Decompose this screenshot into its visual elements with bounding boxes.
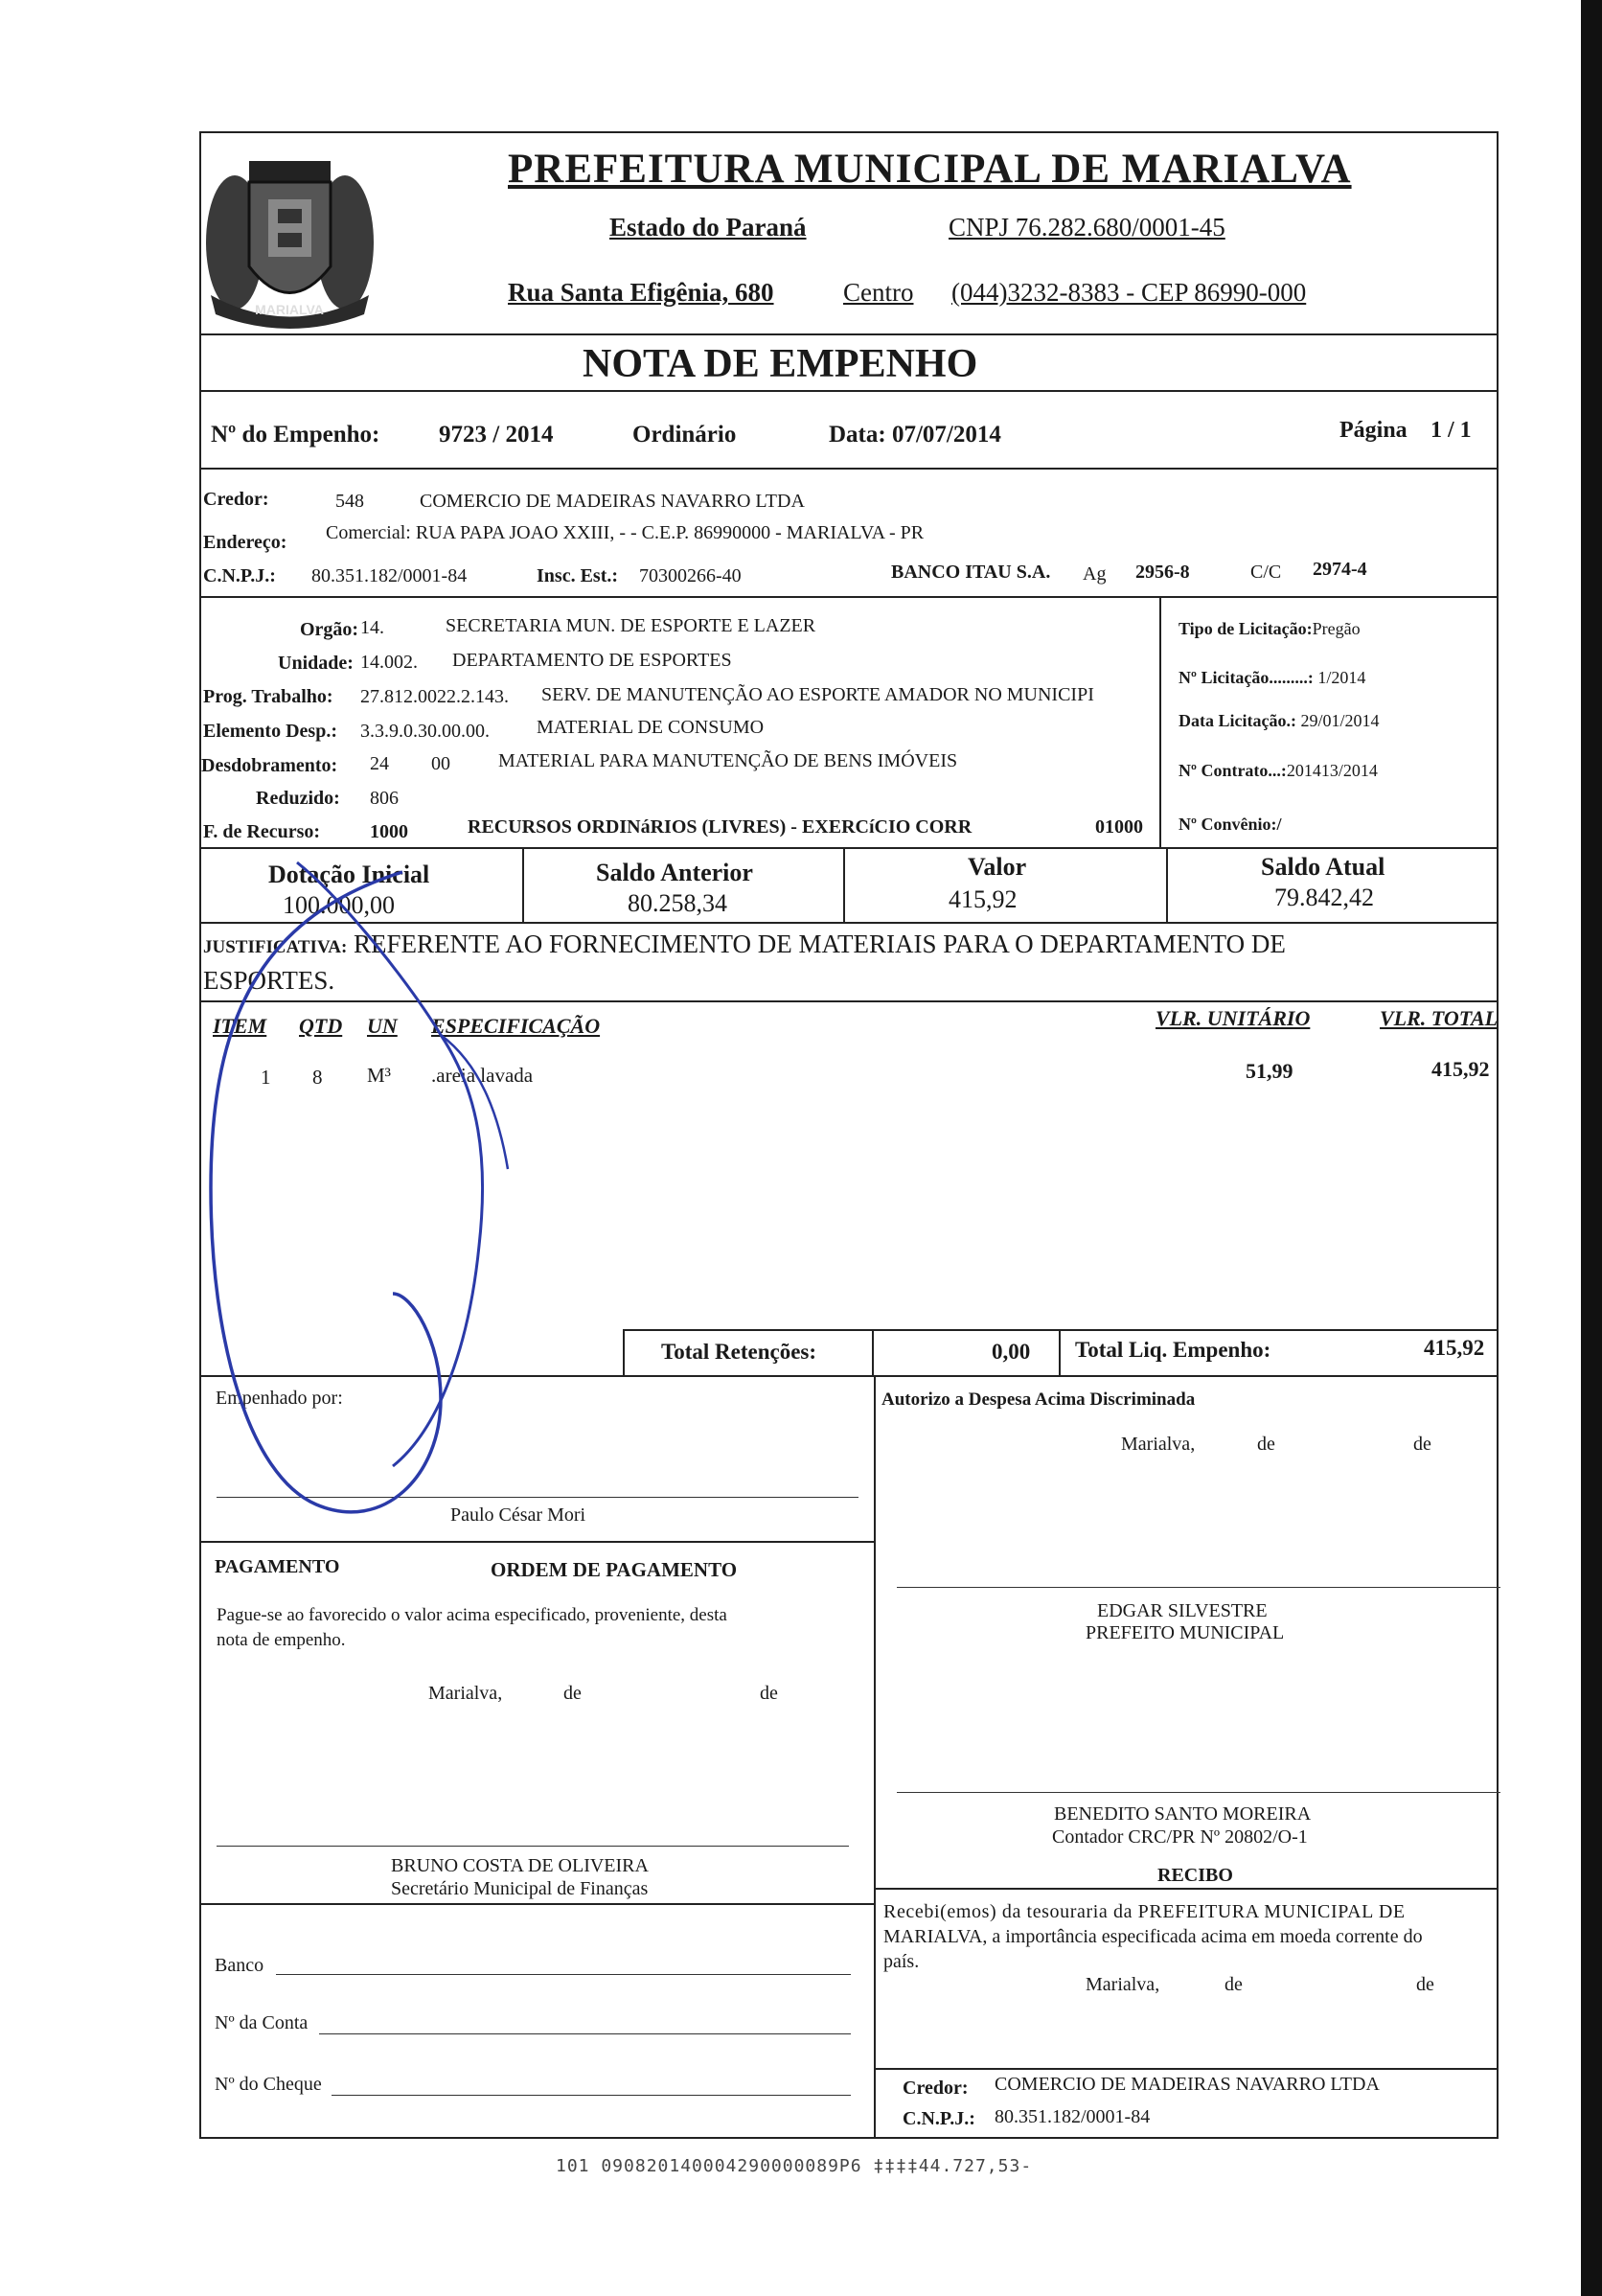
valor-value: 415,92 (949, 885, 1018, 913)
unidade-label: Unidade: (278, 653, 354, 674)
contrato-label (1179, 761, 1378, 781)
licitacao-num-label (1179, 668, 1365, 688)
desdobramento-name: MATERIAL PARA MANUTENÇÃO DE BENS IMÓVEIS (498, 750, 958, 771)
prog-label: Prog. Trabalho: (203, 686, 333, 707)
crest-text: MARIALVA (255, 302, 324, 317)
justificativa (203, 930, 1286, 959)
recibo-label: RECIBO (1157, 1865, 1233, 1886)
unidade-code: 14.002. (360, 652, 418, 673)
orgao-label: Orgão: (300, 619, 359, 640)
conta-label: Nº da Conta (215, 2012, 309, 2033)
orgao-code: 14. (360, 617, 384, 638)
insc-value: 70300266-40 (639, 565, 742, 586)
justificativa-text: REFERENTE AO FORNECIMENTO DE MATERIAIS PARA O DEPARTAMENTO DE (354, 930, 1286, 958)
cnpj-label: C.N.P.J.: (203, 565, 276, 586)
banco-label: Banco (215, 1955, 264, 1976)
district: Centro (843, 278, 914, 307)
unidade-name: DEPARTAMENTO DE ESPORTES (452, 650, 732, 671)
desdobramento-label: Desdobramento: (201, 755, 338, 776)
licitacao-type-value: Pregão (1312, 619, 1361, 638)
autorizo-city: Marialva, (1121, 1434, 1196, 1455)
liquido-value: 415,92 (1424, 1336, 1485, 1360)
licitacao-type-text: Tipo de Licitação: (1179, 619, 1313, 638)
dotacao-value: 100.000,00 (283, 891, 395, 919)
recurso-name: RECURSOS ORDINáRIOS (LIVRES) - EXERCíCIO CORR (468, 816, 973, 838)
elemento-name: MATERIAL DE CONSUMO (537, 717, 765, 738)
autorizo-de-1: de (1257, 1434, 1275, 1455)
document-title: NOTA DE EMPENHO (583, 342, 978, 386)
row-un: M³ (367, 1064, 391, 1087)
pagamento-city: Marialva, (428, 1683, 503, 1704)
desdobramento-sub: 00 (431, 753, 450, 774)
recibo-credor-label: Credor: (903, 2078, 969, 2099)
justificativa-text-line2: ESPORTES. (203, 966, 335, 995)
insc-label: Insc. Est.: (537, 565, 619, 586)
elemento-label: Elemento Desp.: (203, 721, 337, 742)
cc-label: C/C (1250, 562, 1282, 583)
licitacao-num-text: Nº Licitação.........: (1179, 668, 1314, 687)
items-header-unit: VLR. UNITÁRIO (1156, 1006, 1311, 1030)
liquido-label: Total Liq. Empenho: (1075, 1338, 1271, 1362)
recibo-cnpj: 80.351.182/0001-84 (995, 2106, 1151, 2127)
bank-name: BANCO ITAU S.A. (891, 562, 1051, 583)
recibo-de-2: de (1416, 1974, 1434, 1995)
recurso-code: 1000 (370, 821, 408, 842)
saldo-anterior-value: 80.258,34 (628, 889, 727, 917)
credor-label: Credor: (203, 489, 269, 510)
prefeito-name: EDGAR SILVESTRE (1097, 1600, 1268, 1621)
pagamento-de-2: de (760, 1683, 778, 1704)
recibo-text-1: Recebi(emos) da tesouraria da PREFEITURA MUNICIPAL DE (883, 1901, 1406, 1922)
licitacao-date-text: Data Licitação.: (1179, 711, 1296, 730)
contrato-value: 201413/2014 (1286, 761, 1378, 780)
pague-text-2: nota de empenho. (217, 1630, 346, 1650)
recibo-credor: COMERCIO DE MADEIRAS NAVARRO LTDA (995, 2074, 1380, 2095)
saldo-atual-label: Saldo Atual (1261, 853, 1385, 881)
contrato-text: Nº Contrato...: (1179, 761, 1287, 780)
empenho-number: 9723 / 2014 (439, 422, 554, 448)
ag-label: Ag (1083, 563, 1107, 585)
pagamento-label: PAGAMENTO (215, 1556, 340, 1577)
autorizo-de-2: de (1413, 1434, 1431, 1455)
credor-address: Comercial: RUA PAPA JOAO XXIII, - - C.E.P. 86990000 - MARIALVA - PR (326, 522, 925, 543)
credor-code: 548 (335, 491, 364, 512)
contador-name: BENEDITO SANTO MOREIRA (1054, 1803, 1312, 1825)
valor-label: Valor (968, 853, 1027, 881)
prog-code: 27.812.0022.2.143. (360, 686, 509, 707)
licitacao-num-value: 1/2014 (1317, 668, 1366, 687)
contador-title: Contador CRC/PR Nº 20802/O-1 (1052, 1826, 1308, 1848)
items-header-total: VLR. TOTAL (1380, 1006, 1499, 1030)
empenhado-label: Empenhado por: (216, 1388, 343, 1409)
secretario-title: Secretário Municipal de Finanças (391, 1878, 649, 1899)
recurso-number: 01000 (1095, 816, 1143, 838)
dotacao-label: Dotação Inicial (268, 861, 430, 888)
orgao-name: SECRETARIA MUN. DE ESPORTE E LAZER (446, 615, 816, 636)
items-header-item: ITEM (213, 1014, 267, 1038)
ag-value: 2956-8 (1135, 562, 1190, 583)
saldo-anterior-label: Saldo Anterior (596, 859, 753, 886)
desdobramento-code: 24 (370, 753, 389, 774)
empenho-date: Data: 07/07/2014 (829, 422, 1001, 448)
licitacao-date-value: 29/01/2014 (1300, 711, 1380, 730)
street-address: Rua Santa Efigênia, 680 (508, 278, 774, 307)
reduzido-value: 806 (370, 788, 399, 809)
recibo-text-3: país. (883, 1951, 920, 1972)
credor-name: COMERCIO DE MADEIRAS NAVARRO LTDA (420, 491, 805, 512)
row-item: 1 (261, 1066, 271, 1089)
row-unit: 51,99 (1246, 1059, 1293, 1083)
autorizo-label: Autorizo a Despesa Acima Discriminada (881, 1389, 1196, 1410)
elemento-code: 3.3.9.0.30.00.00. (360, 721, 490, 742)
credor-cnpj: 80.351.182/0001-84 (311, 565, 468, 586)
prefeito-title: PREFEITO MUNICIPAL (1086, 1622, 1285, 1643)
scan-edge (1581, 0, 1602, 2296)
phone-cep: (044)3232-8383 - CEP 86990-000 (951, 278, 1307, 307)
recibo-de-1: de (1224, 1974, 1243, 1995)
licitacao-type-label (1179, 619, 1361, 639)
address-label: Endereço: (203, 532, 287, 553)
footer-code: 101 090820140004290000089P6 ‡‡‡‡44.727,53- (556, 2156, 1033, 2176)
empenhado-name: Paulo César Mori (450, 1504, 586, 1526)
row-desc: .areia lavada (431, 1064, 534, 1087)
cnpj-header: CNPJ 76.282.680/0001-45 (949, 213, 1225, 241)
empenho-type: Ordinário (632, 422, 737, 448)
justificativa-label: JUSTIFICATIVA: (203, 937, 348, 957)
items-header-un: UN (367, 1014, 398, 1038)
recibo-city: Marialva, (1086, 1974, 1160, 1995)
items-header-qtd: QTD (299, 1014, 343, 1038)
cheque-label: Nº do Cheque (215, 2074, 322, 2095)
licitacao-date-label (1179, 711, 1379, 731)
pague-text-1: Pague-se ao favorecido o valor acima especificado, proveniente, desta (217, 1605, 727, 1625)
retencoes-value: 0,00 (992, 1340, 1031, 1364)
prog-name: SERV. DE MANUTENÇÃO AO ESPORTE AMADOR NO MUNICIPI (541, 684, 1094, 705)
pagamento-de-1: de (563, 1683, 582, 1704)
page-label: Página (1339, 418, 1407, 443)
row-qtd: 8 (312, 1066, 323, 1089)
convenio-label: Nº Convênio:/ (1179, 815, 1282, 834)
row-total: 415,92 (1431, 1057, 1490, 1081)
state-label: Estado do Paraná (609, 213, 807, 241)
reduzido-label: Reduzido: (256, 788, 340, 809)
cc-value: 2974-4 (1313, 559, 1367, 580)
ordem-pagamento-label: ORDEM DE PAGAMENTO (491, 1558, 738, 1581)
page-value: 1 / 1 (1430, 418, 1472, 443)
saldo-atual-value: 79.842,42 (1274, 884, 1374, 911)
retencoes-label: Total Retenções: (661, 1340, 817, 1364)
items-header-spec: ESPECIFICAÇÃO (431, 1014, 601, 1038)
recibo-text-2: MARIALVA, a importância especificada acima em moeda corrente do (883, 1926, 1423, 1947)
recibo-cnpj-label: C.N.P.J.: (903, 2108, 975, 2129)
empenho-label: Nº do Empenho: (211, 422, 380, 448)
recurso-label: F. de Recurso: (203, 821, 321, 842)
municipality-title: PREFEITURA MUNICIPAL DE MARIALVA (508, 147, 1352, 192)
secretario-name: BRUNO COSTA DE OLIVEIRA (391, 1855, 649, 1876)
municipal-crest (196, 151, 383, 343)
